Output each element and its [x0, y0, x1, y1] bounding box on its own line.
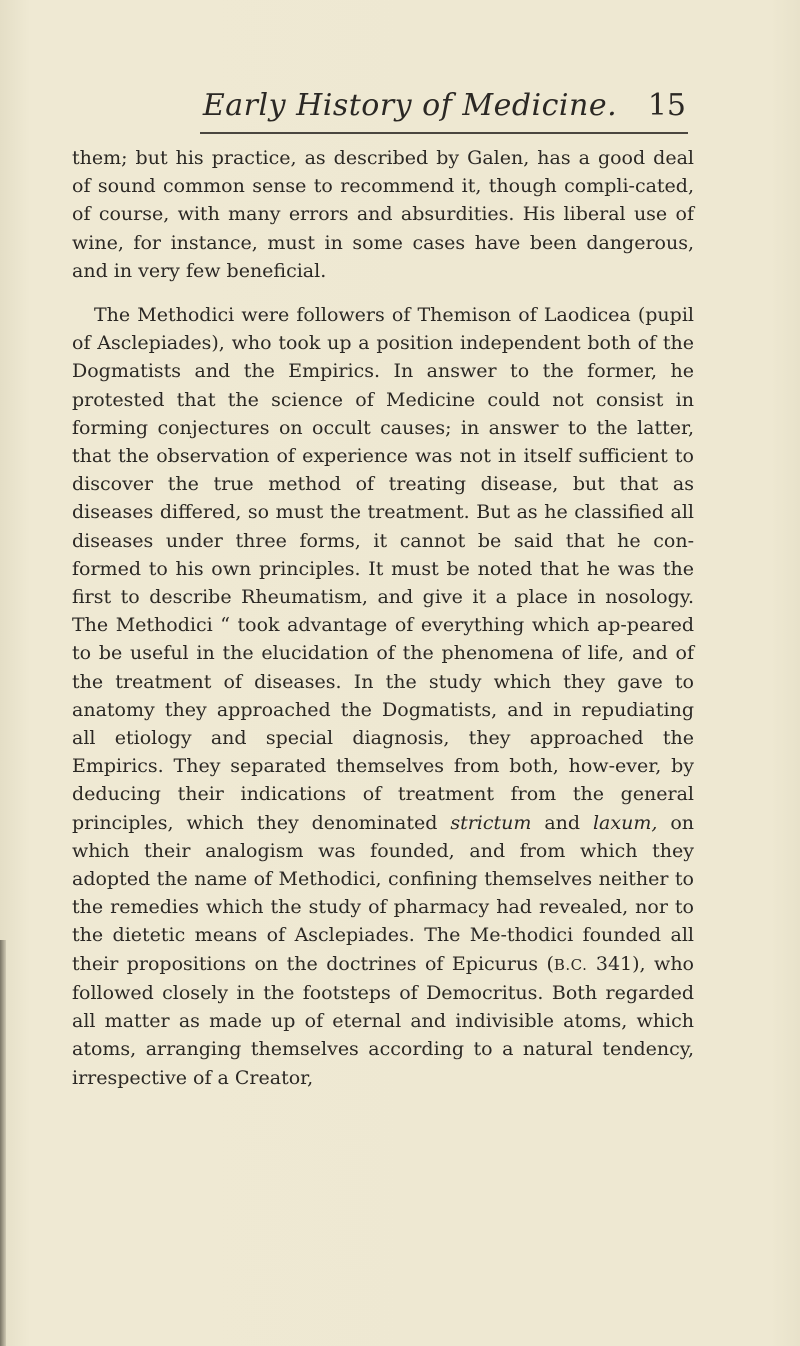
- header-rule: [200, 132, 688, 134]
- era-abbreviation: B.C.: [553, 955, 588, 974]
- term-strictum: strictum: [450, 811, 532, 834]
- paragraph-1: them; but his practice, as described by Galen, has a good deal of sound common sense to recommend it, though compli-cated, of course, with many errors and absurdities. His liberal use of wine, for instance, must in some cases have been dangerous, and in very few beneficial.: [72, 147, 694, 282]
- paragraph-2-part-3: 341), who followed closely in the footsteps of Democritus. Both regarded all matter as made up of eternal and indivisible atoms, which atoms, arranging themselves according to a natural tendency, irrespective of a Creator,: [72, 952, 694, 1089]
- page-number: 15: [647, 88, 686, 123]
- page-edge-shadow: [0, 940, 6, 1346]
- body-text: [72, 144, 694, 1092]
- paragraph-2-part-1: The Methodici were followers of Themison of Laodicea (pupil of Asclepiades), who took up a position independent both of the Dogmatists and the Empirics. In answer to the former, he protested that the science of Medicine could not consist in forming conjectures on occult causes; in answer to the latter, that the observation of experience was not in itself sufficient to discover the true method of treating disease, but that as diseases differed, so must the treatment. But as he classified all diseases under three forms, it cannot be said that he con-formed to his own principles. It must be noted that he was the first to describe Rheumatism, and give it a place in nosology. The Methodici “ took advantage of everything which ap-peared to be useful in the elucidation of the phenomena of life, and of the treatment of diseases. In the study which they gave to anatomy they approached the Dogmatists, and in repudiating all etiology and special diagnosis, they approached the Empirics. They separated themselves from both, how-ever, by deducing their indications of treatment from the general principles, which they denominated: [72, 304, 694, 834]
- running-title: Early History of Medicine.: [202, 88, 618, 123]
- paragraph-2: [72, 301, 694, 1092]
- paragraph-2-part-2: on which their analogism was founded, and from which they adopted the name of Methodici, confining themselves neither to the remedies which the study of pharmacy had revealed, nor to the dietetic means of Asclepiades. The Me-thodici founded all their propositions on the doctrines of Epicurus (: [72, 811, 694, 975]
- term-laxum: laxum,: [592, 811, 658, 834]
- running-header: [0, 88, 800, 128]
- conjunction-and: and: [544, 811, 581, 834]
